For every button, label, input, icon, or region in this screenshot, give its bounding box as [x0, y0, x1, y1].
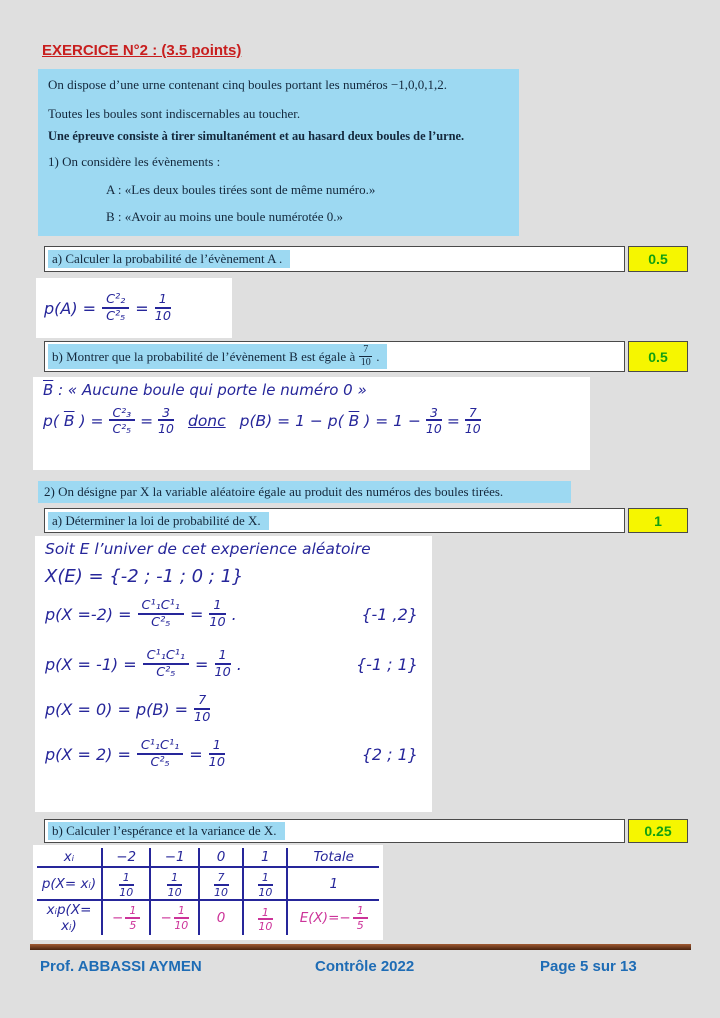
- question-b2-box: [44, 819, 625, 843]
- minus-sign: −: [160, 910, 172, 927]
- fraction-numerator: C¹₁C¹₁: [138, 599, 184, 614]
- probability-cell: [243, 867, 287, 900]
- pB-definition-line: [43, 381, 580, 399]
- equals-sign: =: [195, 654, 209, 674]
- statement-line-urn: On dispose d’une urne contenant cinq boules portant les numéros −1,0,0,1,2.: [48, 77, 448, 92]
- fraction-numerator: 1: [209, 739, 225, 754]
- fraction-denominator: 10: [194, 709, 211, 725]
- probability-cell: [102, 867, 150, 900]
- fraction-numerator: 1: [215, 649, 231, 664]
- fraction-denominator: 10: [167, 885, 182, 899]
- fraction-numerator: 1: [258, 907, 273, 921]
- question-a2-label: a) Déterminer la loi de probabilité de X.: [48, 512, 269, 530]
- fraction-numerator: C²₃: [109, 406, 136, 421]
- statement-line-evenements: 1) On considère les évènements :: [48, 154, 221, 170]
- pB-complement-post: ) = 1 −: [364, 411, 421, 430]
- fraction: [426, 406, 442, 435]
- expectation-cell: [102, 900, 150, 935]
- handwritten-pB: [33, 377, 590, 470]
- fraction-denominator: 10: [209, 614, 226, 630]
- expectation-cell: [150, 900, 198, 935]
- handwritten-pA: [36, 278, 232, 338]
- fraction-denominator: 10: [464, 421, 481, 437]
- fraction-denominator: 10: [158, 421, 174, 437]
- fraction-numerator: 1: [167, 872, 182, 886]
- row-label-xipX: xᵢp(X= xᵢ): [37, 900, 102, 935]
- fraction: [258, 872, 273, 898]
- fraction: [258, 907, 273, 933]
- question-b1-text: b) Montrer que la probabilité de l’évènement B est égale à: [52, 348, 356, 364]
- fraction-denominator: 10: [426, 421, 442, 437]
- fraction: [214, 649, 230, 679]
- fraction: [137, 739, 183, 769]
- pBbar-close: ) =: [79, 411, 104, 430]
- exercise-title: EXERCICE N°2 : (3.5 points): [42, 42, 242, 59]
- fraction-numerator: C²₂: [102, 293, 129, 308]
- question-b1-box: [44, 341, 625, 372]
- colon: :: [58, 381, 64, 399]
- fraction: [102, 293, 129, 323]
- minus-sign: −: [112, 910, 124, 927]
- fraction: [194, 694, 210, 724]
- fraction-numerator: 1: [353, 905, 368, 919]
- question-a1-box: [44, 246, 625, 272]
- question-2-statement: [38, 481, 571, 503]
- equals-sign: =: [140, 411, 154, 430]
- outcome-set: {2 ; 1}: [361, 744, 418, 764]
- question-2-text: 2) On désigne par X la variable aléatoire égale au produit des numéros des boules tirées.: [44, 484, 504, 499]
- fraction-denominator: 10: [174, 918, 189, 932]
- equals-sign: =: [135, 298, 149, 318]
- B-bar-description: « Aucune boule qui porte le numéro 0 »: [67, 381, 367, 399]
- B-bar-symbol: $\overline{B}$: [63, 411, 75, 430]
- fraction-denominator: 5: [129, 918, 137, 932]
- fraction-numerator: C¹₁C¹₁: [143, 649, 189, 664]
- fraction-denominator: C²₅: [106, 308, 126, 324]
- fraction: [109, 406, 136, 435]
- fraction-numerator: 1: [119, 872, 134, 886]
- fraction: [167, 872, 182, 898]
- footer-divider: [30, 944, 691, 950]
- table-header-value: −1: [150, 848, 198, 867]
- question-b2-label: b) Calculer l’espérance et la variance de X.: [48, 822, 285, 840]
- outcome-set: {-1 ; 1}: [355, 654, 418, 674]
- fraction-denominator: 10: [119, 885, 134, 899]
- statement-event-A: A : «Les deux boules tirées sont de même numéro.»: [106, 181, 376, 197]
- probability-table-block: [33, 845, 383, 940]
- question-a1-label: a) Calculer la probabilité de l’évènement A .: [48, 250, 290, 268]
- fraction: [359, 345, 372, 368]
- p-X-minus1-lhs: p(X = -1) =: [45, 654, 137, 674]
- fraction-denominator: 10: [360, 356, 371, 368]
- expectation-result-cell: [287, 900, 379, 935]
- fraction-numerator: 1: [125, 905, 140, 919]
- fraction: [119, 872, 134, 898]
- fraction: [209, 739, 225, 769]
- footer-page-number: Page 5 sur 13: [540, 958, 637, 975]
- fraction-denominator: 10: [258, 885, 273, 899]
- score-badge-b1: 0.5: [628, 341, 688, 372]
- table-header-total: Totale: [287, 848, 379, 867]
- fraction-numerator: 1: [174, 905, 189, 919]
- footer-author: Prof. ABBASSI AYMEN: [40, 958, 202, 975]
- fraction-numerator: 1: [209, 599, 225, 614]
- fraction: [155, 293, 171, 323]
- fraction: [138, 599, 184, 629]
- expectation-cell: [243, 900, 287, 935]
- universe-line: Soit E l’univer de cet experience aléatoire: [45, 540, 371, 558]
- fraction-numerator: C¹₁C¹₁: [137, 739, 183, 754]
- fraction-denominator: 10: [208, 754, 225, 770]
- fraction-numerator: 7: [359, 345, 372, 357]
- XE-set-line: X(E) = {-2 ; -1 ; 0 ; 1}: [45, 566, 244, 587]
- problem-statement-box: [38, 69, 519, 236]
- B-bar-symbol: $\overline{B}$: [348, 411, 360, 430]
- score-badge-a2: 1: [628, 508, 688, 533]
- question-a2-row: [44, 508, 688, 533]
- question-b2-row: [44, 819, 688, 843]
- probability-table: [37, 848, 379, 935]
- table-expectation-row: [37, 900, 379, 935]
- question-b1-period: .: [376, 348, 380, 364]
- fraction: [143, 649, 189, 679]
- score-badge-a1: 0.5: [628, 246, 688, 272]
- pB-computation-line: [43, 406, 580, 435]
- p-X-two-row: [45, 731, 422, 777]
- statement-line-epreuve: Une épreuve consiste à tirer simultanément et au hasard deux boules de l’urne.: [48, 129, 465, 144]
- statement-line-indiscernables: Toutes les boules sont indiscernables au toucher.: [48, 105, 301, 121]
- row-label-pX: p(X= xᵢ): [37, 867, 102, 900]
- footer-controle: Contrôle 2022: [315, 958, 415, 975]
- pBbar-open: p(: [43, 411, 59, 430]
- table-header-value: 0: [199, 848, 243, 867]
- period: .: [231, 604, 237, 624]
- fraction-numerator: 7: [194, 694, 210, 709]
- pB-complement-pre: p(B) = 1 − p(: [239, 411, 344, 430]
- p-X-minus2-lhs: p(X =-2) =: [45, 604, 132, 624]
- B-bar-symbol: $\overline{B}$: [43, 381, 54, 399]
- p-X-minus1-row: [45, 641, 422, 687]
- equals-sign: =: [189, 604, 204, 624]
- table-header-value: 1: [243, 848, 287, 867]
- probability-cell: [199, 867, 243, 900]
- fraction-numerator: 7: [214, 872, 229, 886]
- donc-word: donc: [187, 411, 226, 430]
- probability-cell: [150, 867, 198, 900]
- fraction: [158, 406, 174, 435]
- statement-event-B: B : «Avoir au moins une boule numérotée 0.»: [106, 208, 343, 224]
- fraction-denominator: 10: [214, 664, 231, 680]
- fraction-denominator: C²₅: [156, 664, 176, 680]
- equals-sign: =: [446, 411, 460, 430]
- p-X-minus2-row: [45, 591, 422, 637]
- outcome-set: {-1 ,2}: [361, 604, 418, 624]
- score-badge-b2: 0.25: [628, 819, 688, 843]
- fraction: [209, 599, 225, 629]
- fraction-numerator: 1: [258, 872, 273, 886]
- fraction-denominator: 10: [258, 920, 273, 934]
- fraction: [214, 872, 229, 898]
- table-header-xi: xᵢ: [37, 848, 102, 867]
- expectation-formula: E(X)=−: [299, 910, 351, 927]
- fraction-numerator: 7: [465, 406, 481, 421]
- fraction-numerator: 3: [158, 406, 174, 421]
- fraction-denominator: C²₅: [150, 754, 170, 770]
- table-probability-row: [37, 867, 379, 900]
- fraction-denominator: C²₅: [151, 614, 171, 630]
- fraction-denominator: 5: [356, 918, 364, 932]
- fraction: [174, 905, 189, 931]
- p-X-zero-row: [45, 691, 422, 727]
- fraction-denominator: C²₅: [112, 421, 132, 437]
- question-a1-row: [44, 246, 688, 272]
- equals-sign: =: [189, 744, 203, 764]
- question-a2-box: [44, 508, 625, 533]
- expectation-cell: 0: [199, 900, 243, 935]
- fraction-denominator: 10: [154, 308, 171, 324]
- table-header-value: −2: [102, 848, 150, 867]
- handwritten-law-block: [35, 536, 432, 812]
- probability-total-cell: 1: [287, 867, 379, 900]
- fraction: [353, 905, 368, 931]
- period: .: [236, 654, 242, 674]
- fraction: [465, 406, 481, 435]
- fraction-numerator: 3: [426, 406, 442, 421]
- fraction-denominator: 10: [214, 885, 229, 899]
- p-X-zero-lhs: p(X = 0) = p(B) =: [45, 699, 189, 719]
- fraction: [125, 905, 140, 931]
- pA-lhs: p(A) =: [44, 298, 97, 318]
- question-b1-row: [44, 341, 688, 372]
- fraction-numerator: 1: [155, 293, 171, 308]
- p-X-two-lhs: p(X = 2) =: [45, 744, 131, 764]
- table-header-row: [37, 848, 379, 867]
- question-b1-label: [48, 344, 387, 369]
